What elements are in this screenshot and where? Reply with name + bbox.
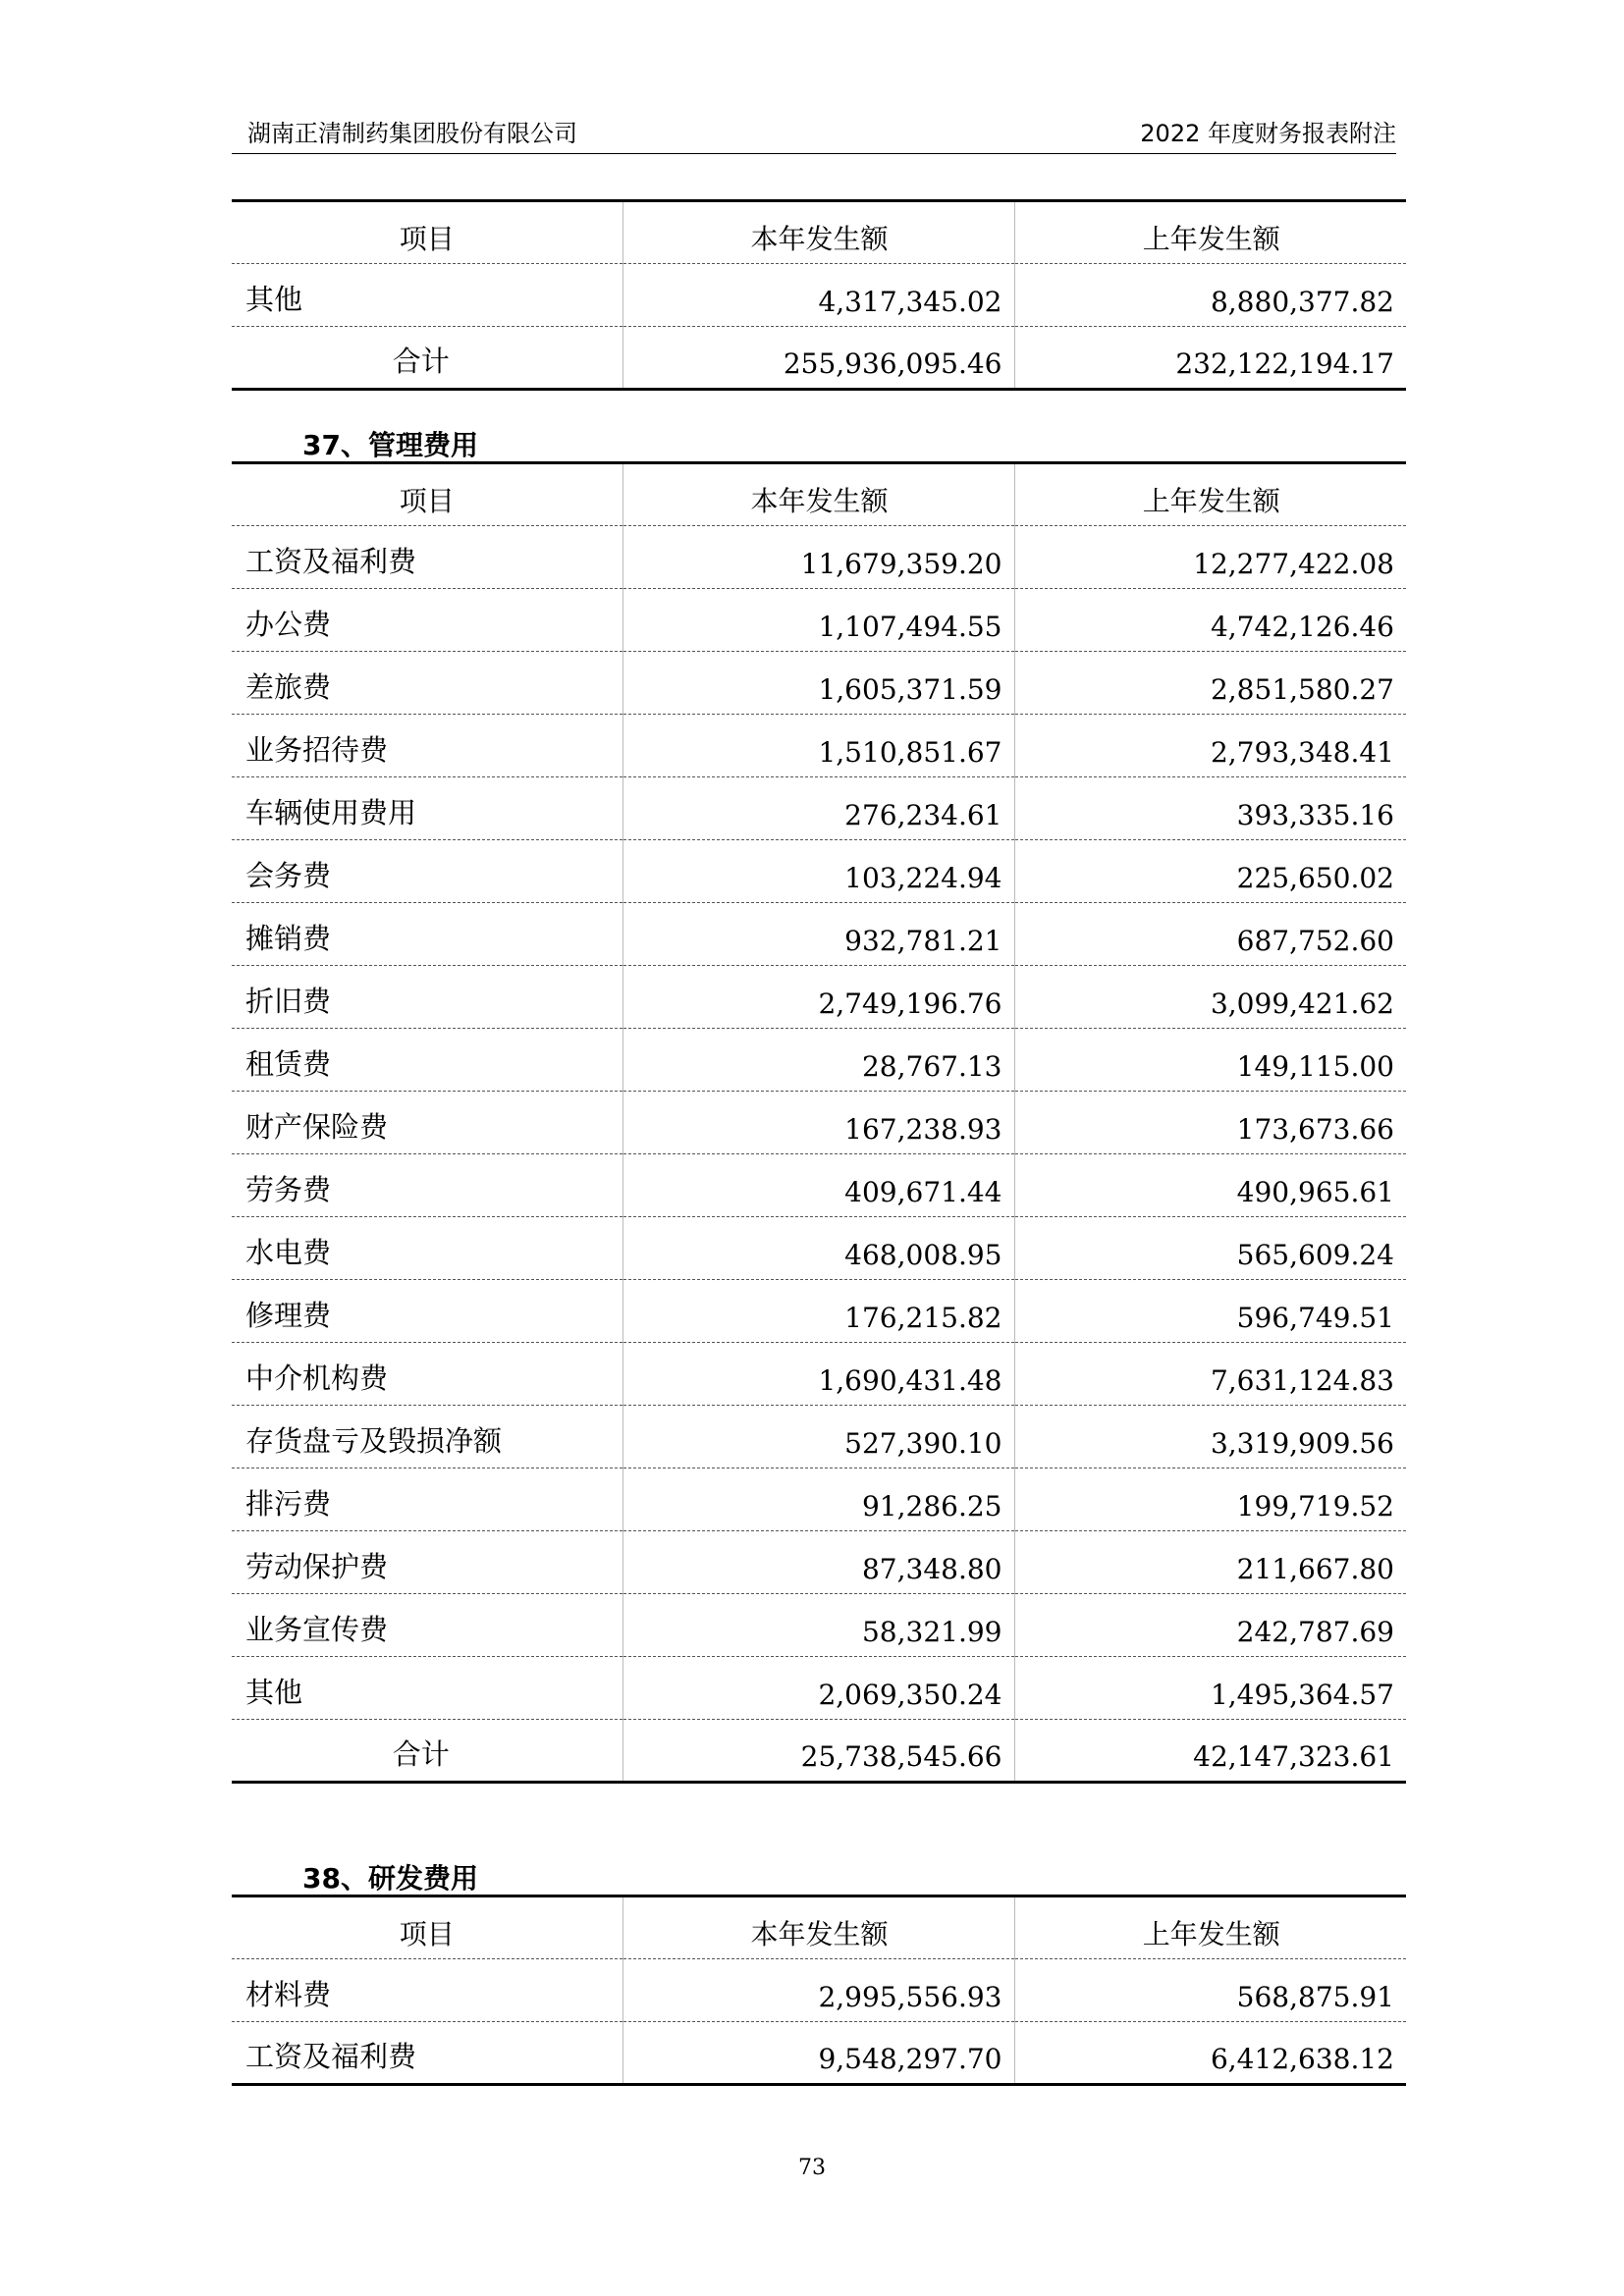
total-row bbox=[232, 327, 1406, 390]
total-current: 255,936,095.46 bbox=[623, 327, 1014, 390]
rd-expense-table bbox=[232, 1895, 1406, 2086]
column-header-item: 项目 bbox=[232, 463, 623, 526]
table-row bbox=[232, 966, 1406, 1029]
row-current: 2,995,556.93 bbox=[623, 1959, 1014, 2022]
row-current: 2,749,196.76 bbox=[623, 966, 1014, 1029]
total-current: 25,738,545.66 bbox=[623, 1720, 1014, 1783]
report-title: 2022 年度财务报表附注 bbox=[1140, 120, 1396, 147]
row-current: 1,605,371.59 bbox=[623, 652, 1014, 715]
column-header-item: 项目 bbox=[232, 1896, 623, 1959]
row-name: 会务费 bbox=[232, 840, 623, 903]
row-name: 摊销费 bbox=[232, 903, 623, 966]
row-previous: 2,851,580.27 bbox=[1014, 652, 1406, 715]
row-current: 167,238.93 bbox=[623, 1092, 1014, 1154]
table-row bbox=[232, 589, 1406, 652]
column-header-current: 本年发生额 bbox=[623, 1896, 1014, 1959]
row-name: 劳务费 bbox=[232, 1154, 623, 1217]
row-previous: 490,965.61 bbox=[1014, 1154, 1406, 1217]
row-current: 28,767.13 bbox=[623, 1029, 1014, 1092]
row-name: 修理费 bbox=[232, 1280, 623, 1343]
row-previous: 568,875.91 bbox=[1014, 1959, 1406, 2022]
table-row bbox=[232, 1594, 1406, 1657]
total-previous: 42,147,323.61 bbox=[1014, 1720, 1406, 1783]
row-name: 存货盘亏及毁损净额 bbox=[232, 1406, 623, 1468]
row-name: 水电费 bbox=[232, 1217, 623, 1280]
row-previous: 596,749.51 bbox=[1014, 1280, 1406, 1343]
row-previous: 687,752.60 bbox=[1014, 903, 1406, 966]
row-name: 其他 bbox=[232, 264, 623, 327]
row-name: 办公费 bbox=[232, 589, 623, 652]
row-current: 276,234.61 bbox=[623, 777, 1014, 840]
row-previous: 12,277,422.08 bbox=[1014, 526, 1406, 589]
row-previous: 2,793,348.41 bbox=[1014, 715, 1406, 777]
column-header-previous: 上年发生额 bbox=[1014, 1896, 1406, 1959]
row-current: 58,321.99 bbox=[623, 1594, 1014, 1657]
row-name: 材料费 bbox=[232, 1959, 623, 2022]
table-row bbox=[232, 652, 1406, 715]
column-header-current: 本年发生额 bbox=[623, 463, 1014, 526]
total-previous: 232,122,194.17 bbox=[1014, 327, 1406, 390]
row-name: 差旅费 bbox=[232, 652, 623, 715]
row-previous: 4,742,126.46 bbox=[1014, 589, 1406, 652]
total-label: 合计 bbox=[232, 1720, 623, 1783]
row-current: 103,224.94 bbox=[623, 840, 1014, 903]
table-row bbox=[232, 1468, 1406, 1531]
section-37-title: 37、管理费用 bbox=[302, 429, 478, 461]
rd-expense-rows bbox=[232, 1959, 1406, 2085]
row-current: 932,781.21 bbox=[623, 903, 1014, 966]
row-previous: 242,787.69 bbox=[1014, 1594, 1406, 1657]
table-row bbox=[232, 1029, 1406, 1092]
table-row bbox=[232, 1343, 1406, 1406]
row-name: 工资及福利费 bbox=[232, 2022, 623, 2085]
column-header-previous: 上年发生额 bbox=[1014, 201, 1406, 264]
row-name: 劳动保护费 bbox=[232, 1531, 623, 1594]
row-name: 业务宣传费 bbox=[232, 1594, 623, 1657]
row-previous: 8,880,377.82 bbox=[1014, 264, 1406, 327]
table-row bbox=[232, 715, 1406, 777]
row-previous: 6,412,638.12 bbox=[1014, 2022, 1406, 2085]
row-name: 财产保险费 bbox=[232, 1092, 623, 1154]
row-name: 租赁费 bbox=[232, 1029, 623, 1092]
table-row bbox=[232, 1531, 1406, 1594]
row-previous: 3,099,421.62 bbox=[1014, 966, 1406, 1029]
row-current: 468,008.95 bbox=[623, 1217, 1014, 1280]
row-previous: 1,495,364.57 bbox=[1014, 1657, 1406, 1720]
selling-expense-table-continued bbox=[232, 199, 1406, 391]
table-row bbox=[232, 264, 1406, 327]
row-current: 527,390.10 bbox=[623, 1406, 1014, 1468]
section-38-title: 38、研发费用 bbox=[302, 1862, 478, 1895]
row-current: 1,107,494.55 bbox=[623, 589, 1014, 652]
row-name: 工资及福利费 bbox=[232, 526, 623, 589]
row-previous: 173,673.66 bbox=[1014, 1092, 1406, 1154]
table-row bbox=[232, 777, 1406, 840]
table-row bbox=[232, 903, 1406, 966]
table-row bbox=[232, 840, 1406, 903]
company-name: 湖南正清制药集团股份有限公司 bbox=[247, 120, 577, 147]
page-number: 73 bbox=[798, 2156, 826, 2180]
table-header-row bbox=[232, 1896, 1406, 1959]
row-current: 87,348.80 bbox=[623, 1531, 1014, 1594]
row-name: 排污费 bbox=[232, 1468, 623, 1531]
row-name: 中介机构费 bbox=[232, 1343, 623, 1406]
admin-expense-table bbox=[232, 461, 1406, 1784]
row-current: 1,690,431.48 bbox=[623, 1343, 1014, 1406]
row-current: 176,215.82 bbox=[623, 1280, 1014, 1343]
row-current: 91,286.25 bbox=[623, 1468, 1014, 1531]
table-row bbox=[232, 1280, 1406, 1343]
row-name: 业务招待费 bbox=[232, 715, 623, 777]
row-name: 车辆使用费用 bbox=[232, 777, 623, 840]
row-previous: 225,650.02 bbox=[1014, 840, 1406, 903]
row-name: 其他 bbox=[232, 1657, 623, 1720]
row-current: 9,548,297.70 bbox=[623, 2022, 1014, 2085]
row-previous: 565,609.24 bbox=[1014, 1217, 1406, 1280]
row-previous: 7,631,124.83 bbox=[1014, 1343, 1406, 1406]
row-current: 1,510,851.67 bbox=[623, 715, 1014, 777]
column-header-current: 本年发生额 bbox=[623, 201, 1014, 264]
column-header-previous: 上年发生额 bbox=[1014, 463, 1406, 526]
table-header-row bbox=[232, 463, 1406, 526]
row-current: 409,671.44 bbox=[623, 1154, 1014, 1217]
row-current: 11,679,359.20 bbox=[623, 526, 1014, 589]
table-row bbox=[232, 1406, 1406, 1468]
row-current: 4,317,345.02 bbox=[623, 264, 1014, 327]
row-name: 折旧费 bbox=[232, 966, 623, 1029]
total-label: 合计 bbox=[232, 327, 623, 390]
row-previous: 149,115.00 bbox=[1014, 1029, 1406, 1092]
total-row bbox=[232, 1720, 1406, 1783]
row-previous: 3,319,909.56 bbox=[1014, 1406, 1406, 1468]
row-previous: 393,335.16 bbox=[1014, 777, 1406, 840]
row-current: 2,069,350.24 bbox=[623, 1657, 1014, 1720]
table-row bbox=[232, 1657, 1406, 1720]
table-row bbox=[232, 526, 1406, 589]
row-previous: 211,667.80 bbox=[1014, 1531, 1406, 1594]
admin-expense-rows bbox=[232, 526, 1406, 1720]
row-previous: 199,719.52 bbox=[1014, 1468, 1406, 1531]
table-row bbox=[232, 1154, 1406, 1217]
table-row bbox=[232, 1959, 1406, 2022]
page-header bbox=[232, 114, 1396, 154]
table-row bbox=[232, 2022, 1406, 2085]
table-header-row bbox=[232, 201, 1406, 264]
column-header-item: 项目 bbox=[232, 201, 623, 264]
table-row bbox=[232, 1092, 1406, 1154]
table-row bbox=[232, 1217, 1406, 1280]
